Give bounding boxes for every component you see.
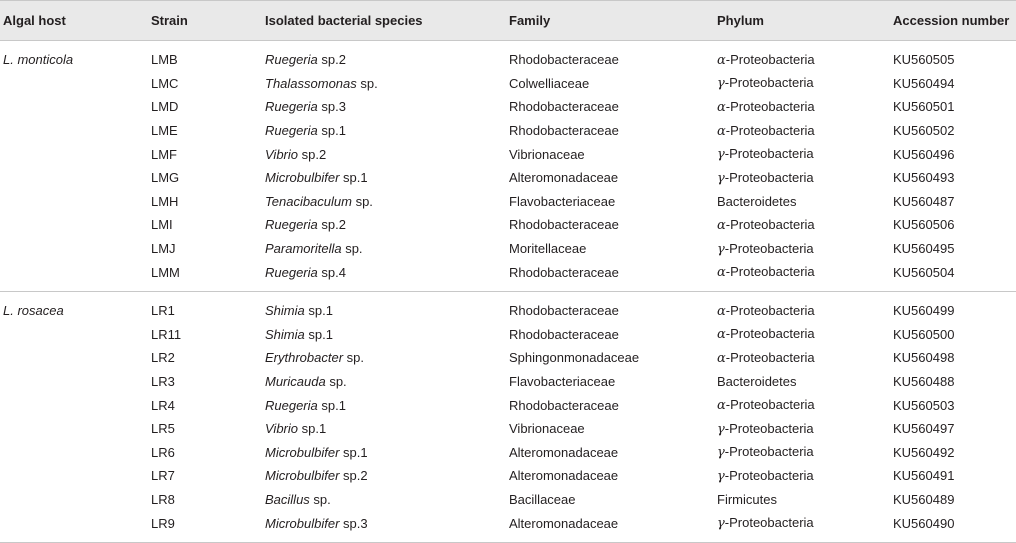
phylum-greek-prefix: γ [717,468,725,484]
species-suffix: sp.1 [317,397,346,413]
phylum-greek-prefix: α [717,217,726,233]
phylum-greek-prefix: α [717,398,726,414]
cell-family: Bacillaceae [509,491,576,507]
cell-accession: KU560499 [893,303,955,319]
species-suffix: sp.2 [317,52,346,68]
header-strain: Strain [148,1,262,41]
cell-phylum [714,441,890,465]
table-row [0,48,1016,72]
cell-strain: LMI [151,217,173,233]
group-spacer [0,535,1016,543]
phylum-greek-prefix: α [717,265,726,281]
cell-strain: LMG [151,170,180,186]
cell-species [262,72,506,96]
phylum-name: Firmicutes [717,491,777,507]
cell-strain: LMH [151,193,179,209]
cell-strain: LME [151,123,178,139]
cell-accession: KU560494 [893,75,955,91]
species-genus: Microbulbifer [265,170,340,186]
cell-species [262,166,506,190]
cell-accession: KU560496 [893,146,955,162]
table-row [0,393,1016,417]
species-genus: Ruegeria [265,123,318,139]
cell-phylum [714,190,890,214]
cell-species [262,393,506,417]
cell-phylum [714,370,890,394]
cell-family: Alteromonadaceae [509,170,619,186]
cell-family: Flavobacteriaceae [509,193,616,209]
cell-family: Rhodobacteraceae [509,397,619,413]
header-row [0,1,1016,41]
species-suffix: sp.3 [339,515,368,531]
cell-strain: LR6 [151,444,175,460]
cell-species [262,464,506,488]
species-genus: Ruegeria [265,99,318,115]
cell-phylum [714,511,890,535]
phylum-name: -Proteobacteria [724,444,814,460]
phylum-greek-prefix: α [717,327,726,343]
phylum-name: -Proteobacteria [724,420,814,436]
table-row [0,119,1016,143]
table-row [0,323,1016,347]
cell-strain: LMM [151,264,180,280]
species-genus: Paramoritella [265,241,342,257]
cell-accession: KU560497 [893,421,955,437]
phylum-name: Bacteroidetes [717,374,797,390]
cell-strain: LR3 [151,374,175,390]
species-genus: Vibrio [265,421,299,437]
cell-strain: LR5 [151,421,175,437]
group-spacer [0,41,1016,49]
cell-phylum [714,237,890,261]
phylum-name: -Proteobacteria [724,169,814,185]
phylum-greek-prefix: γ [717,516,725,532]
cell-phylum [714,48,890,72]
cell-family: Rhodobacteraceae [509,303,619,319]
cell-algal-host [0,370,148,394]
phylum-name: -Proteobacteria [725,302,815,318]
species-suffix: sp.2 [339,468,368,484]
phylum-greek-prefix: α [717,350,726,366]
table-row [0,213,1016,237]
species-genus: Microbulbifer [265,468,340,484]
cell-accession: KU560501 [893,99,955,115]
cell-algal-host [0,166,148,190]
cell-phylum [714,464,890,488]
cell-family: Rhodobacteraceae [509,264,619,280]
cell-algal-host [0,299,148,323]
cell-species [262,190,506,214]
header-species: Isolated bacterial species [262,1,506,41]
cell-strain: LR8 [151,491,175,507]
species-suffix: sp.2 [317,217,346,233]
cell-accession: KU560489 [893,491,955,507]
cell-algal-host [0,464,148,488]
cell-phylum [714,119,890,143]
cell-species [262,511,506,535]
cell-species [262,95,506,119]
phylum-greek-prefix: α [717,303,726,319]
cell-strain: LMD [151,99,179,115]
cell-algal-host [0,48,148,72]
species-genus: Bacillus [265,491,310,507]
species-suffix: sp. [341,241,363,257]
cell-species [262,346,506,370]
species-genus: Thalassomonas [265,75,357,91]
cell-algal-host [0,260,148,284]
header-phylum: Phylum [714,1,890,41]
phylum-greek-prefix: α [717,99,726,115]
table-header [0,1,1016,41]
table-body [0,41,1016,543]
cell-phylum [714,488,890,512]
table-row [0,260,1016,284]
cell-species [262,441,506,465]
phylum-greek-prefix: γ [717,241,725,257]
species-suffix: sp.1 [339,170,368,186]
cell-accession: KU560487 [893,193,955,209]
species-suffix: sp.4 [317,264,346,280]
table-row [0,464,1016,488]
cell-phylum [714,260,890,284]
cell-family: Sphingonmonadaceae [509,350,640,366]
cell-family: Rhodobacteraceae [509,217,619,233]
species-suffix: sp. [309,491,331,507]
cell-algal-host [0,142,148,166]
species-suffix: sp.1 [317,123,346,139]
cell-accession: KU560500 [893,326,955,342]
cell-accession: KU560503 [893,397,955,413]
header-family: Family [506,1,714,41]
cell-phylum [714,393,890,417]
phylum-name: -Proteobacteria [725,216,815,232]
cell-species [262,119,506,143]
phylum-greek-prefix: γ [717,76,725,92]
species-suffix: sp. [325,374,347,390]
cell-strain: LR9 [151,515,175,531]
table-row [0,346,1016,370]
species-suffix: sp.1 [339,444,368,460]
cell-phylum [714,346,890,370]
header-accession: Accession number [890,1,1016,41]
cell-phylum [714,95,890,119]
cell-species [262,299,506,323]
cell-accession: KU560493 [893,170,955,186]
cell-family: Rhodobacteraceae [509,99,619,115]
cell-algal-host [0,95,148,119]
cell-family: Rhodobacteraceae [509,123,619,139]
cell-strain: LMB [151,52,178,68]
cell-phylum [714,323,890,347]
phylum-name: -Proteobacteria [724,467,814,483]
cell-phylum [714,166,890,190]
cell-algal-host [0,190,148,214]
table-row [0,95,1016,119]
table-row [0,166,1016,190]
cell-accession: KU560491 [893,468,955,484]
phylum-name: -Proteobacteria [725,349,815,365]
table-row [0,299,1016,323]
cell-accession: KU560492 [893,444,955,460]
species-genus: Ruegeria [265,264,318,280]
cell-family: Colwelliaceae [509,75,590,91]
cell-accession: KU560490 [893,515,955,531]
table-row [0,441,1016,465]
cell-accession: KU560488 [893,374,955,390]
species-suffix: sp. [351,193,373,209]
cell-algal-host [0,488,148,512]
phylum-name: -Proteobacteria [724,240,814,256]
cell-accession: KU560504 [893,264,955,280]
phylum-name: -Proteobacteria [725,397,815,413]
cell-phylum [714,72,890,96]
species-suffix: sp.1 [304,303,333,319]
species-suffix: sp.3 [317,99,346,115]
species-suffix: sp.1 [298,421,327,437]
cell-family: Alteromonadaceae [509,468,619,484]
species-genus: Ruegeria [265,397,318,413]
table-row [0,370,1016,394]
cell-algal-host [0,346,148,370]
cell-phylum [714,213,890,237]
table-row [0,72,1016,96]
cell-family: Rhodobacteraceae [509,326,619,342]
cell-algal-host [0,511,148,535]
cell-strain: LMF [151,146,177,162]
cell-family: Vibrionaceae [509,146,585,162]
cell-species [262,417,506,441]
phylum-name: -Proteobacteria [725,122,815,138]
table-row [0,237,1016,261]
cell-algal-host [0,323,148,347]
cell-algal-host [0,393,148,417]
species-genus: Ruegeria [265,217,318,233]
species-genus: Microbulbifer [265,515,340,531]
species-suffix: sp. [343,350,365,366]
algal-host-name: L. monticola [3,52,74,68]
cell-family: Moritellaceae [509,241,587,257]
phylum-greek-prefix: γ [717,421,725,437]
species-genus: Shimia [265,303,305,319]
species-genus: Tenacibaculum [265,193,352,209]
cell-algal-host [0,417,148,441]
cell-family: Flavobacteriaceae [509,374,616,390]
algal-host-name: L. rosacea [3,303,64,319]
species-genus: Microbulbifer [265,444,340,460]
table-row [0,142,1016,166]
cell-family: Alteromonadaceae [509,444,619,460]
species-genus: Vibrio [265,146,299,162]
phylum-greek-prefix: α [717,52,726,68]
cell-phylum [714,299,890,323]
cell-accession: KU560495 [893,241,955,257]
cell-strain: LR4 [151,397,175,413]
phylum-name: -Proteobacteria [725,326,815,342]
cell-family: Vibrionaceae [509,421,585,437]
cell-species [262,370,506,394]
table-row [0,488,1016,512]
cell-algal-host [0,72,148,96]
cell-accession: KU560498 [893,350,955,366]
cell-species [262,488,506,512]
cell-strain: LR11 [151,326,182,342]
phylum-greek-prefix: γ [717,170,725,186]
species-suffix: sp.2 [298,146,327,162]
phylum-greek-prefix: α [717,123,726,139]
phylum-name: Bacteroidetes [717,193,797,209]
cell-accession: KU560506 [893,217,955,233]
species-genus: Muricauda [265,374,326,390]
cell-family: Alteromonadaceae [509,515,619,531]
cell-species [262,260,506,284]
table-row [0,511,1016,535]
species-suffix: sp. [356,75,378,91]
phylum-name: -Proteobacteria [724,75,814,91]
cell-species [262,142,506,166]
group-spacer [0,292,1016,299]
cell-strain: LR1 [151,303,175,319]
cell-algal-host [0,213,148,237]
cell-family: Rhodobacteraceae [509,52,619,68]
species-genus: Ruegeria [265,52,318,68]
phylum-name: -Proteobacteria [724,515,814,531]
group-spacer [0,284,1016,292]
cell-species [262,323,506,347]
cell-species [262,237,506,261]
cell-accession: KU560505 [893,52,955,68]
species-genus: Shimia [265,326,305,342]
header-algal-host: Algal host [0,1,148,41]
phylum-name: -Proteobacteria [725,98,815,114]
cell-strain: LMJ [151,241,176,257]
cell-strain: LR7 [151,468,175,484]
phylum-greek-prefix: γ [717,147,725,163]
cell-accession: KU560502 [893,123,955,139]
cell-algal-host [0,119,148,143]
species-suffix: sp.1 [304,326,333,342]
cell-algal-host [0,237,148,261]
species-genus: Erythrobacter [265,350,344,366]
cell-species [262,48,506,72]
cell-species [262,213,506,237]
phylum-name: -Proteobacteria [725,51,815,67]
cell-strain: LMC [151,75,179,91]
phylum-greek-prefix: γ [717,445,725,461]
phylum-name: -Proteobacteria [724,146,814,162]
cell-phylum [714,142,890,166]
cell-algal-host [0,441,148,465]
table-row [0,417,1016,441]
cell-strain: LR2 [151,350,175,366]
cell-phylum [714,417,890,441]
phylum-name: -Proteobacteria [725,264,815,280]
table-row [0,190,1016,214]
